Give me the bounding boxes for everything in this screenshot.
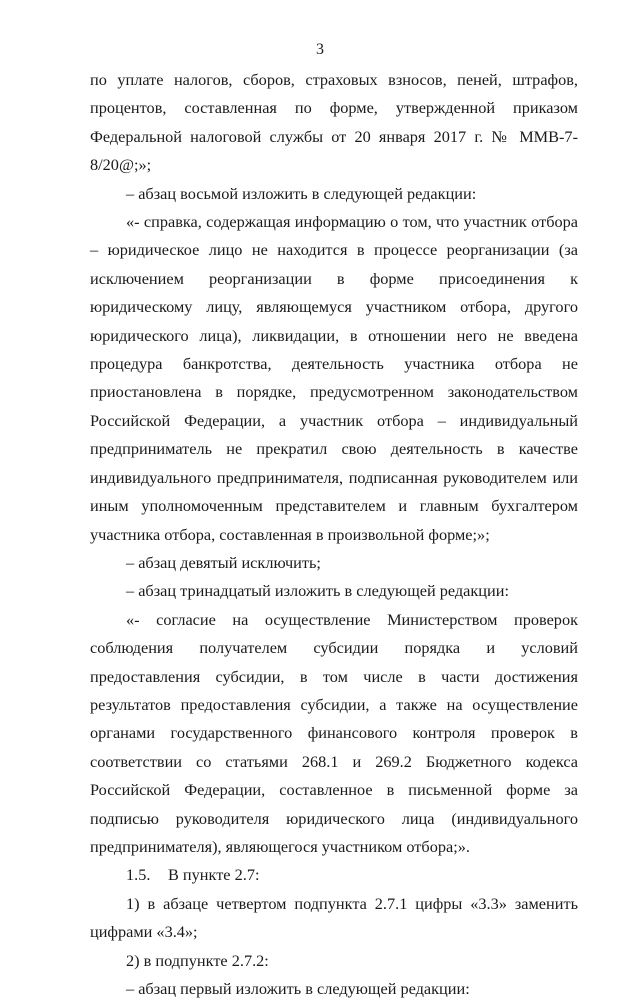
paragraph-tax-certificate: по уплате налогов, сборов, страховых взносов, пеней, штрафов, процентов, составленная по форме, утвержденной приказом Федеральной налоговой службы от 20 января 2017 г. № ММВ-7-8/20@;»;: [90, 70, 578, 175]
document-body: [90, 66, 578, 1003]
paragraph-reorganization-certificate: «- справка, содержащая информацию о том, что участник отбора – юридическое лицо не находится в процессе реорганизации (за исключением реорганизации в форме присоединения к юридическому лицу, являющемуся участником отбора, другого юридического лица), ликвидации, в отношении него не введена процедура банкротства, деятельность участника отбора не приостановлена в порядке, предусмотренном законодательством Российской Федерации, а участник отбора – индивидуальный предприниматель не прекратил свою деятельность в качестве индивидуального предпринимателя, подписанная руководителем или иным уполномоченным представителем и главным бухгалтером участника отбора, составленная в произвольной форме;»;: [90, 212, 578, 544]
item-1-5-text: В пункте 2.7:: [168, 865, 260, 885]
paragraph-eighth-abzac-header: – абзац восьмой изложить в следующей редакции:: [126, 183, 477, 203]
paragraph-first-abzac-header: – абзац первый изложить в следующей редакции:: [126, 979, 470, 998]
paragraph-subitem-2-7-2: 2) в подпункте 2.7.2:: [126, 950, 269, 970]
paragraph-subitem-2-7-1: 1) в абзаце четвертом подпункта 2.7.1 цифры «3.3» заменить цифрами «3.4»;: [90, 893, 578, 942]
paragraph-consent-inspection: «- согласие на осуществление Министерством проверок соблюдения получателем субсидии порядка и условий предоставления субсидии, в том числе в части достижения результатов предоставления субсидии, а также на осуществление органами государственного финансового контроля проверок в соответствии со статьями 268.1 и 269.2 Бюджетного кодекса Российской Федерации, составленное в письменной форме за подписью руководителя юридического лица (индивидуального предпринимателя), являющегося участником отбора;».: [90, 609, 578, 856]
page-number: 3: [316, 41, 324, 58]
item-1-5-number: 1.5.: [126, 865, 151, 885]
paragraph-ninth-abzac-excluded: – абзац девятый исключить;: [126, 552, 321, 572]
paragraph-thirteenth-abzac-header: – абзац тринадцатый изложить в следующей редакции:: [126, 581, 509, 601]
item-1-5: [90, 861, 578, 889]
